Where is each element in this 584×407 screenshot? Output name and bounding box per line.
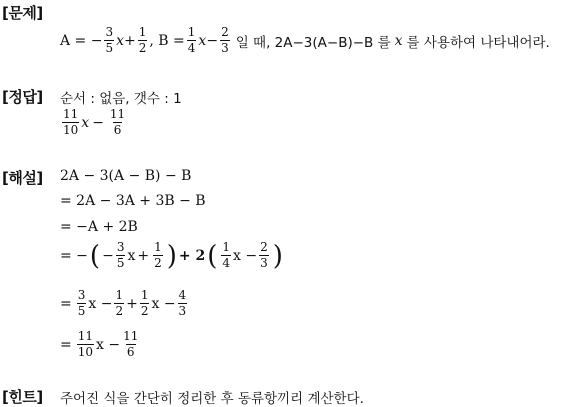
plus-sign: + — [126, 295, 138, 312]
variable-x-minus: x − — [88, 295, 113, 312]
solution-line-6 — [60, 330, 141, 359]
variable-x: x — [127, 247, 136, 264]
fraction: $\frac{4}{3}$ — [178, 288, 187, 318]
fraction: $\frac{1}{2}$ — [154, 240, 162, 270]
fraction: $\frac{2}{3}$ — [221, 25, 229, 55]
fraction: $\frac{11}{6}$ — [123, 329, 139, 359]
fraction: $\frac{3}{5}$ — [116, 240, 125, 270]
variable-x-minus: x − — [233, 247, 258, 264]
variable-x: x — [394, 32, 403, 49]
solution-label: [해설] — [2, 169, 43, 187]
left-paren: ( — [207, 239, 218, 272]
fraction: $\frac{11}{10}$ — [77, 329, 94, 359]
solution-line-2: = 2A − 3A + 3B − B — [60, 193, 206, 209]
solution-line-3: = −A + 2B — [60, 219, 138, 235]
b-definition: , B = — [149, 32, 185, 49]
minus-sign: − — [206, 32, 219, 49]
fraction: $\frac{3}{5}$ — [77, 288, 86, 318]
right-paren: ) — [272, 239, 283, 272]
answer-label: [정답] — [2, 88, 43, 106]
minus-sign: − — [92, 114, 104, 131]
answer-order-line: 순서 : 없음, 갯수 : 1 — [60, 91, 182, 107]
solution-line-4 — [60, 241, 285, 270]
fraction: $\frac{3}{5}$ — [105, 25, 114, 55]
hint-text: 주어진 식을 간단히 정리한 후 동류항끼리 계산한다. — [60, 391, 364, 407]
variable-x-minus: x − — [151, 295, 176, 312]
fraction: $\frac{1}{4}$ — [187, 25, 196, 55]
problem-text-end: 를 사용하여 나타내어라. — [406, 34, 550, 51]
fraction: $\frac{1}{2}$ — [115, 288, 124, 318]
solution-line-1: 2A − 3(A − B) − B — [60, 168, 192, 184]
fraction: $\frac{11}{10}$ — [63, 107, 79, 137]
fraction: $\frac{11}{6}$ — [109, 107, 126, 137]
fraction: $\frac{1}{2}$ — [140, 288, 149, 318]
plus-sign: + — [137, 247, 150, 264]
fraction: $\frac{2}{3}$ — [260, 240, 268, 270]
left-paren: ( — [89, 239, 101, 272]
equals-minus: = − — [60, 247, 88, 264]
minus-sign: − — [102, 247, 114, 264]
fraction: $\frac{1}{2}$ — [138, 25, 147, 55]
answer-expression — [60, 108, 128, 137]
equals-sign: = — [60, 336, 72, 353]
equals-sign: = — [60, 295, 72, 312]
variable-x: x — [116, 32, 125, 49]
problem-statement — [60, 26, 550, 55]
problem-label: [문제] — [2, 4, 43, 22]
variable-x: x — [198, 32, 207, 49]
plus-two: + 2 — [178, 247, 206, 264]
hint-label: [힌트] — [2, 388, 43, 406]
plus-sign: + — [124, 32, 136, 49]
variable-x: x — [81, 114, 90, 131]
variable-x-minus: x − — [96, 336, 121, 353]
solution-line-5 — [60, 289, 189, 318]
right-paren: ) — [166, 239, 177, 272]
a-definition: A = − — [60, 32, 103, 49]
fraction: $\frac{1}{4}$ — [222, 240, 231, 270]
problem-text: 일 때, 2A−3(A−B)−B 를 — [235, 34, 391, 51]
